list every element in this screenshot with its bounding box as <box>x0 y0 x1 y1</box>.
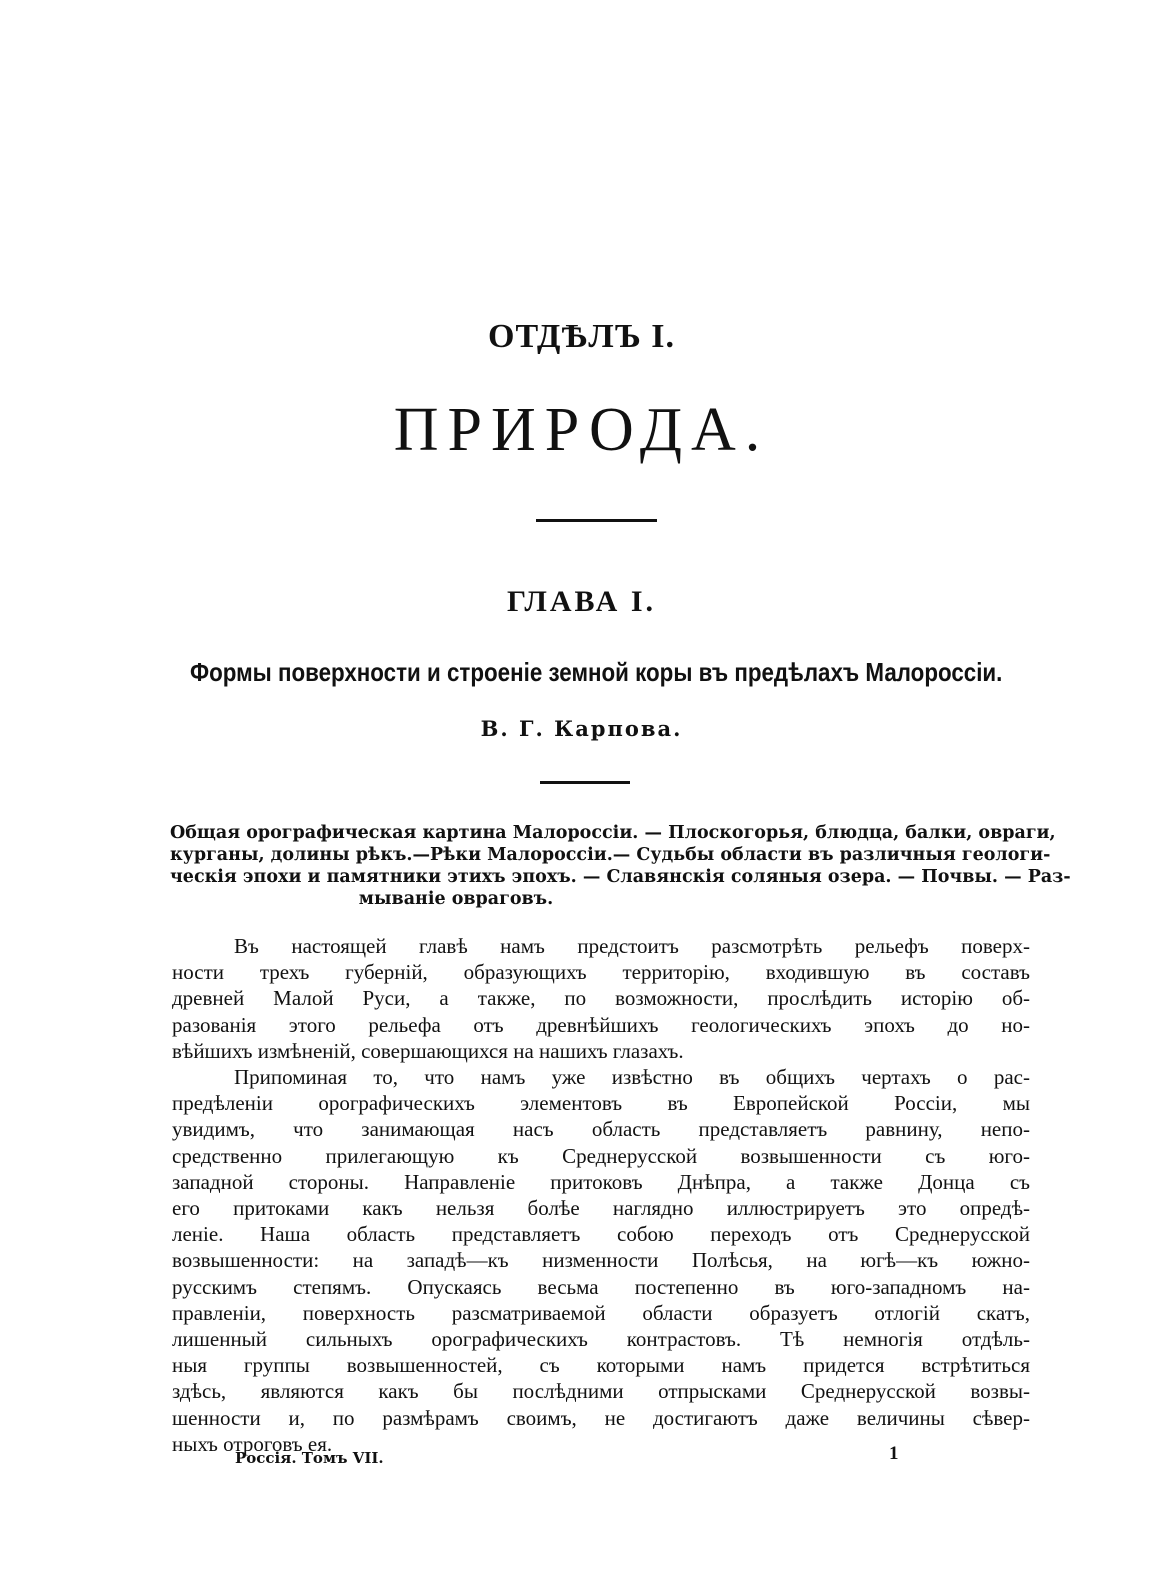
body-line: разованія этого рельефа отъ древнѣйшихъ геологическихъ эпохъ до но- <box>172 1012 1030 1037</box>
section-label: ОТДѢЛЪ I. <box>488 318 675 355</box>
chapter-summary <box>170 822 1071 910</box>
summary-line: Общая орографическая картина Малороссіи. — Плоскогорья, блюдца, балки, овраги, <box>170 823 1056 843</box>
body-line: Въ настоящей главѣ намъ предстоитъ разсмотрѣть рельефъ поверх- <box>234 934 1030 958</box>
body-line: русскимъ степямъ. Опускаясь весьма постепенно въ юго-западномъ на- <box>172 1274 1030 1299</box>
summary-line: ческія эпохи и памятники этихъ эпохъ. — Славянскія соляныя озера. — Почвы. — Раз- <box>170 867 1071 887</box>
body-line: лишенный сильныхъ орографическихъ контрастовъ. Тѣ немногія отдѣль- <box>172 1327 1030 1352</box>
body-line: средственно прилегающую къ Среднерусской возвышенности съ юго- <box>172 1143 1030 1168</box>
body-line: здѣсь, являются какъ бы послѣдними отпрысками Среднерусской возвы- <box>172 1379 1030 1404</box>
chapter-label: ГЛАВА I. <box>506 585 657 618</box>
section-title: ПРИРОДА. <box>393 396 770 464</box>
summary-line: курганы, долины рѣкъ.—Рѣки Малороссіи.— Судьбы области въ различныя геологи- <box>170 845 1051 865</box>
body-line: шенности и, по размѣрамъ своимъ, не достигаютъ даже величины сѣвер- <box>172 1405 1030 1430</box>
body-line: древней Малой Руси, а также, по возможности, прослѣдить исторію об- <box>172 986 1030 1011</box>
body-line: его притоками какъ нельзя болѣе наглядно иллюстрируетъ это опредѣ- <box>172 1196 1030 1221</box>
chapter-title: Формы поверхности и строеніе земной коры въ предѣлахъ Малороссіи. <box>190 657 1003 687</box>
footer-source: Россія. Томъ VII. <box>235 1449 384 1467</box>
page-number: 1 <box>889 1443 899 1464</box>
body-line: леніе. Наша область представляетъ собою переходъ отъ Среднерусской <box>172 1222 1030 1247</box>
divider-rule <box>540 781 630 784</box>
body-line: возвышенности: на западѣ—къ низменности Полѣсья, на югѣ—къ южно- <box>172 1248 1030 1273</box>
divider-rule <box>536 519 657 522</box>
body-line: вѣйшихъ измѣненій, совершающихся на нашихъ глазахъ. <box>172 1038 684 1063</box>
body-line: предѣленіи орографическихъ элементовъ въ Европейской Россіи, мы <box>172 1091 1030 1116</box>
body-text <box>172 933 1030 1457</box>
body-line: западной стороны. Направленіе притоковъ Днѣпра, а также Донца съ <box>172 1169 1030 1194</box>
summary-line: мываніе овраговъ. <box>358 889 554 909</box>
body-line: правленіи, поверхность разсматриваемой области образуетъ отлогій скатъ, <box>172 1300 1030 1325</box>
chapter-author: В. Г. Карпова. <box>480 716 683 741</box>
body-line: ности трехъ губерній, образующихъ территорію, входившую въ составъ <box>172 960 1030 985</box>
body-line: ныхъ отроговъ ея. <box>172 1431 333 1456</box>
body-line: увидимъ, что занимающая насъ область представляетъ равнину, непо- <box>172 1117 1030 1142</box>
body-line: Припоминая то, что намъ уже извѣстно въ общихъ чертахъ о рас- <box>234 1065 1030 1090</box>
body-line: ныя группы возвышенностей, съ которыми намъ придется встрѣтиться <box>172 1353 1030 1378</box>
